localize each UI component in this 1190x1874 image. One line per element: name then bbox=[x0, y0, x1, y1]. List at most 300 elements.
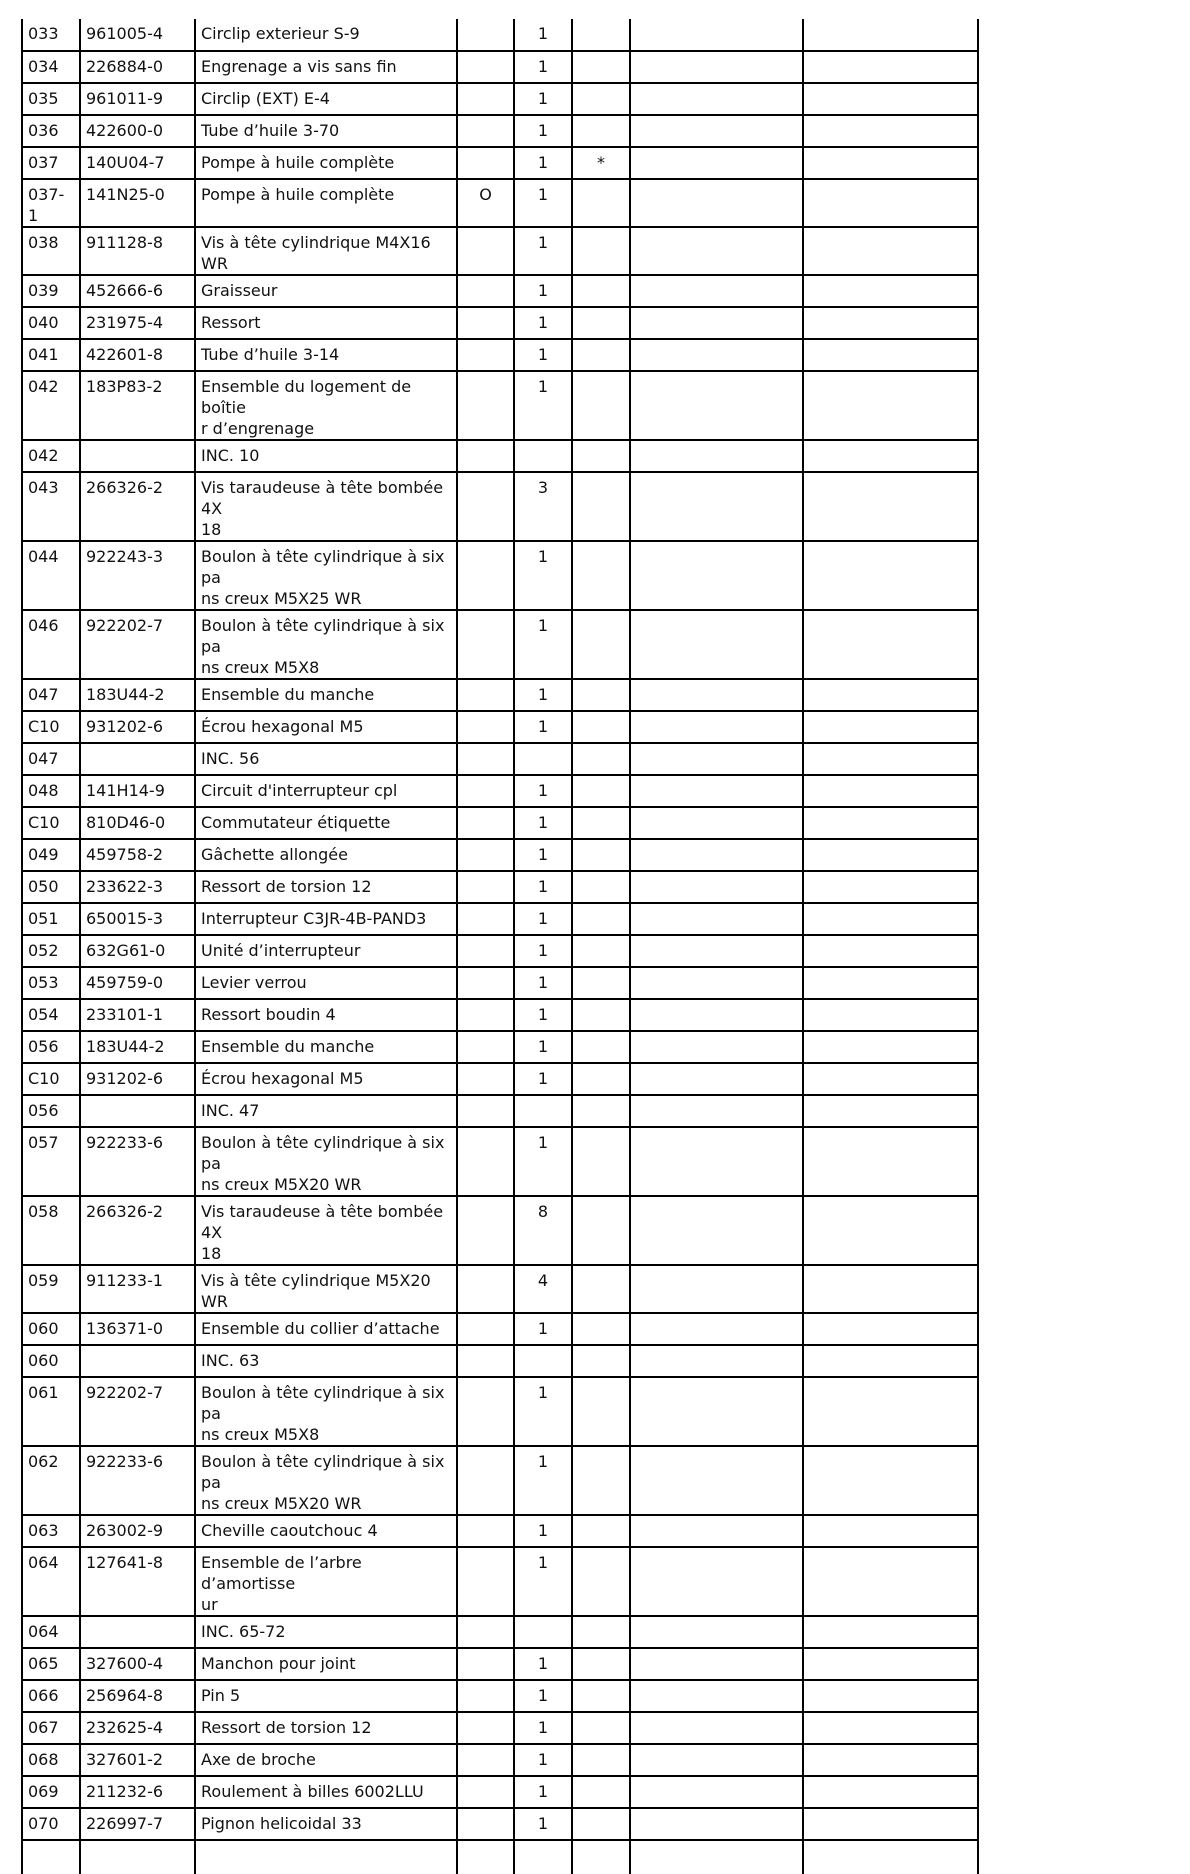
table-row bbox=[22, 307, 978, 339]
part-reference-text: 452666-6 bbox=[86, 281, 164, 300]
part-description-text: Ressort boudin 4 bbox=[201, 1005, 336, 1024]
part-reference-text: 183P83-2 bbox=[86, 377, 163, 396]
quantity-cell bbox=[514, 1095, 572, 1127]
blank-cell bbox=[630, 1840, 803, 1874]
blank-cell bbox=[803, 1712, 978, 1744]
blank-cell bbox=[803, 147, 978, 179]
part-description-text: Roulement à billes 6002LLU bbox=[201, 1782, 424, 1801]
quantity-text: 1 bbox=[537, 313, 549, 332]
item-number-cell bbox=[22, 1031, 80, 1063]
part-description-cell bbox=[195, 1265, 457, 1313]
empty-row bbox=[22, 1840, 978, 1874]
blank-cell bbox=[80, 1840, 195, 1874]
table-row bbox=[22, 935, 978, 967]
item-number-text: 041 bbox=[28, 345, 59, 364]
blank-cell bbox=[457, 1840, 514, 1874]
blank-cell bbox=[803, 339, 978, 371]
item-number-cell bbox=[22, 371, 80, 440]
part-description-text: Ressort de torsion 12 bbox=[201, 877, 372, 896]
quantity-text: 1 bbox=[537, 185, 549, 204]
part-description-text: Ensemble du collier d’attache bbox=[201, 1319, 440, 1338]
part-description-cell bbox=[195, 807, 457, 839]
quantity-cell bbox=[514, 1127, 572, 1196]
note-cell bbox=[572, 115, 630, 147]
quantity-text: 1 bbox=[537, 1814, 549, 1833]
mark-cell bbox=[457, 19, 514, 51]
quantity-cell bbox=[514, 1616, 572, 1648]
table-row bbox=[22, 1808, 978, 1840]
note-cell bbox=[572, 1265, 630, 1313]
note-cell bbox=[572, 1446, 630, 1515]
item-number-text: 039 bbox=[28, 281, 59, 300]
parts-list-sheet bbox=[21, 19, 977, 1833]
blank-cell bbox=[803, 999, 978, 1031]
blank-cell bbox=[630, 147, 803, 179]
part-reference-cell bbox=[80, 1547, 195, 1616]
mark-text: O bbox=[479, 185, 492, 204]
mark-cell bbox=[457, 115, 514, 147]
blank-cell bbox=[630, 610, 803, 679]
mark-cell bbox=[457, 903, 514, 935]
blank-cell bbox=[803, 1313, 978, 1345]
blank-cell bbox=[630, 1680, 803, 1712]
blank-cell bbox=[630, 275, 803, 307]
item-number-text: 036 bbox=[28, 121, 59, 140]
blank-cell bbox=[803, 1616, 978, 1648]
part-description-text: Graisseur bbox=[201, 281, 278, 300]
quantity-cell bbox=[514, 1680, 572, 1712]
quantity-cell bbox=[514, 1063, 572, 1095]
part-description-text: INC. 65-72 bbox=[201, 1622, 286, 1641]
part-description-cell bbox=[195, 775, 457, 807]
part-reference-cell bbox=[80, 472, 195, 541]
quantity-text: 1 bbox=[537, 1718, 549, 1737]
quantity-cell bbox=[514, 935, 572, 967]
table-row bbox=[22, 743, 978, 775]
note-cell bbox=[572, 1744, 630, 1776]
item-number-text: 035 bbox=[28, 89, 59, 108]
table-row bbox=[22, 83, 978, 115]
part-description-text: Gâchette allongée bbox=[201, 845, 348, 864]
quantity-cell bbox=[514, 1744, 572, 1776]
mark-cell bbox=[457, 1680, 514, 1712]
part-reference-text: 327601-2 bbox=[86, 1750, 164, 1769]
part-description-cell bbox=[195, 115, 457, 147]
mark-cell bbox=[457, 147, 514, 179]
blank-cell bbox=[630, 1345, 803, 1377]
table-row bbox=[22, 1345, 978, 1377]
blank-cell bbox=[803, 541, 978, 610]
part-reference-cell bbox=[80, 967, 195, 999]
quantity-cell bbox=[514, 1446, 572, 1515]
item-number-text: 049 bbox=[28, 845, 59, 864]
item-number-cell bbox=[22, 999, 80, 1031]
blank-cell bbox=[630, 807, 803, 839]
quantity-text: 1 bbox=[537, 377, 549, 396]
mark-cell bbox=[457, 275, 514, 307]
part-reference-cell bbox=[80, 903, 195, 935]
quantity-text: 1 bbox=[537, 24, 549, 43]
part-description-text: Circlip (EXT) E-4 bbox=[201, 89, 330, 108]
item-number-text: 059 bbox=[28, 1271, 59, 1290]
part-description-cell bbox=[195, 1515, 457, 1547]
note-cell bbox=[572, 999, 630, 1031]
item-number-text: 043 bbox=[28, 478, 59, 497]
mark-cell bbox=[457, 83, 514, 115]
item-number-text: 044 bbox=[28, 547, 59, 566]
blank-cell bbox=[630, 1031, 803, 1063]
part-reference-text: 183U44-2 bbox=[86, 685, 165, 704]
quantity-text: 1 bbox=[537, 717, 549, 736]
blank-cell bbox=[803, 227, 978, 275]
quantity-text: 1 bbox=[537, 121, 549, 140]
table-row bbox=[22, 903, 978, 935]
part-reference-cell bbox=[80, 440, 195, 472]
note-cell bbox=[572, 227, 630, 275]
part-description-cell bbox=[195, 1313, 457, 1345]
quantity-text: 1 bbox=[537, 685, 549, 704]
mark-cell bbox=[457, 1776, 514, 1808]
item-number-cell bbox=[22, 839, 80, 871]
part-description-cell bbox=[195, 1712, 457, 1744]
quantity-text: 1 bbox=[537, 1069, 549, 1088]
part-reference-cell bbox=[80, 371, 195, 440]
part-description-text: Vis taraudeuse à tête bombée 4X 18 bbox=[201, 478, 444, 539]
part-reference-text: 256964-8 bbox=[86, 1686, 164, 1705]
part-description-text: Manchon pour joint bbox=[201, 1654, 356, 1673]
blank-cell bbox=[630, 1616, 803, 1648]
blank-cell bbox=[630, 903, 803, 935]
quantity-text: 1 bbox=[537, 345, 549, 364]
part-reference-cell bbox=[80, 1616, 195, 1648]
quantity-cell bbox=[514, 1648, 572, 1680]
part-reference-cell bbox=[80, 1095, 195, 1127]
item-number-cell bbox=[22, 1680, 80, 1712]
note-cell bbox=[572, 1095, 630, 1127]
item-number-text: 068 bbox=[28, 1750, 59, 1769]
mark-cell bbox=[457, 1196, 514, 1265]
mark-cell bbox=[457, 807, 514, 839]
quantity-cell bbox=[514, 1377, 572, 1446]
quantity-text: 1 bbox=[537, 845, 549, 864]
part-reference-cell bbox=[80, 339, 195, 371]
blank-cell bbox=[803, 807, 978, 839]
blank-cell bbox=[630, 19, 803, 51]
part-reference-cell bbox=[80, 1744, 195, 1776]
blank-cell bbox=[803, 275, 978, 307]
item-number-text: 038 bbox=[28, 233, 59, 252]
part-reference-cell bbox=[80, 1515, 195, 1547]
note-cell bbox=[572, 1127, 630, 1196]
item-number-cell bbox=[22, 1095, 80, 1127]
table-row bbox=[22, 807, 978, 839]
part-description-text: Écrou hexagonal M5 bbox=[201, 1069, 364, 1088]
item-number-cell bbox=[22, 275, 80, 307]
part-description-text: Interrupteur C3JR-4B-PAND3 bbox=[201, 909, 427, 928]
table-row bbox=[22, 775, 978, 807]
item-number-text: 065 bbox=[28, 1654, 59, 1673]
quantity-text: 1 bbox=[537, 1037, 549, 1056]
blank-cell bbox=[803, 1840, 978, 1874]
item-number-cell bbox=[22, 610, 80, 679]
item-number-cell bbox=[22, 1345, 80, 1377]
item-number-text: 063 bbox=[28, 1521, 59, 1540]
note-cell bbox=[572, 1680, 630, 1712]
part-reference-cell bbox=[80, 541, 195, 610]
mark-cell bbox=[457, 1063, 514, 1095]
quantity-cell bbox=[514, 1345, 572, 1377]
part-reference-text: 931202-6 bbox=[86, 1069, 164, 1088]
note-cell bbox=[572, 839, 630, 871]
item-number-text: 056 bbox=[28, 1101, 59, 1120]
quantity-cell bbox=[514, 1547, 572, 1616]
mark-cell bbox=[457, 307, 514, 339]
item-number-text: 057 bbox=[28, 1133, 59, 1152]
part-description-cell bbox=[195, 610, 457, 679]
item-number-cell bbox=[22, 903, 80, 935]
note-cell bbox=[572, 472, 630, 541]
note-cell bbox=[572, 1547, 630, 1616]
part-description-cell bbox=[195, 743, 457, 775]
part-reference-cell bbox=[80, 1808, 195, 1840]
table-row bbox=[22, 967, 978, 999]
blank-cell bbox=[630, 51, 803, 83]
part-reference-text: 922243-3 bbox=[86, 547, 164, 566]
item-number-text: 042 bbox=[28, 377, 59, 396]
blank-cell bbox=[630, 999, 803, 1031]
note-cell bbox=[572, 51, 630, 83]
note-cell bbox=[572, 743, 630, 775]
blank-cell bbox=[630, 1446, 803, 1515]
item-number-cell bbox=[22, 807, 80, 839]
part-reference-text: 183U44-2 bbox=[86, 1037, 165, 1056]
item-number-text: 064 bbox=[28, 1553, 59, 1572]
quantity-cell bbox=[514, 472, 572, 541]
blank-cell bbox=[630, 541, 803, 610]
quantity-cell bbox=[514, 1196, 572, 1265]
part-reference-text: 422600-0 bbox=[86, 121, 164, 140]
blank-cell bbox=[803, 1127, 978, 1196]
part-description-text: Pompe à huile complète bbox=[201, 153, 395, 172]
table-row bbox=[22, 1031, 978, 1063]
part-reference-cell bbox=[80, 1680, 195, 1712]
part-reference-cell bbox=[80, 1265, 195, 1313]
parts-table bbox=[21, 19, 979, 1874]
mark-cell bbox=[457, 1031, 514, 1063]
table-row bbox=[22, 1265, 978, 1313]
part-description-text: Circlip exterieur S-9 bbox=[201, 24, 360, 43]
part-reference-cell bbox=[80, 1446, 195, 1515]
part-description-text: Pompe à huile complète bbox=[201, 185, 395, 204]
item-number-text: 037-1 bbox=[28, 185, 65, 225]
part-description-cell bbox=[195, 1095, 457, 1127]
mark-cell bbox=[457, 440, 514, 472]
quantity-text: 1 bbox=[537, 781, 549, 800]
item-number-cell bbox=[22, 1377, 80, 1446]
blank-cell bbox=[630, 743, 803, 775]
part-description-text: INC. 10 bbox=[201, 446, 260, 465]
item-number-cell bbox=[22, 1547, 80, 1616]
blank-cell bbox=[630, 1515, 803, 1547]
item-number-cell bbox=[22, 51, 80, 83]
quantity-cell bbox=[514, 871, 572, 903]
part-reference-text: 632G61-0 bbox=[86, 941, 166, 960]
part-reference-text: 263002-9 bbox=[86, 1521, 164, 1540]
note-cell bbox=[572, 1616, 630, 1648]
quantity-text: 1 bbox=[537, 973, 549, 992]
table-row bbox=[22, 1313, 978, 1345]
note-cell bbox=[572, 1776, 630, 1808]
part-description-cell bbox=[195, 1127, 457, 1196]
note-cell bbox=[572, 1712, 630, 1744]
blank-cell bbox=[803, 19, 978, 51]
quantity-text: 1 bbox=[537, 877, 549, 896]
table-row bbox=[22, 999, 978, 1031]
quantity-cell bbox=[514, 147, 572, 179]
quantity-cell bbox=[514, 115, 572, 147]
blank-cell bbox=[630, 1744, 803, 1776]
part-description-cell bbox=[195, 1776, 457, 1808]
part-reference-cell bbox=[80, 307, 195, 339]
part-description-text: Boulon à tête cylindrique à six pa ns creux M5X25 WR bbox=[201, 547, 445, 608]
blank-cell bbox=[630, 1313, 803, 1345]
quantity-text: 8 bbox=[537, 1202, 549, 1221]
item-number-cell bbox=[22, 1648, 80, 1680]
quantity-cell bbox=[514, 541, 572, 610]
part-description-text: Pin 5 bbox=[201, 1686, 241, 1705]
quantity-cell bbox=[514, 307, 572, 339]
part-description-cell bbox=[195, 935, 457, 967]
table-row bbox=[22, 1712, 978, 1744]
blank-cell bbox=[803, 472, 978, 541]
part-reference-cell bbox=[80, 83, 195, 115]
part-reference-text: 141N25-0 bbox=[86, 185, 165, 204]
quantity-text: 1 bbox=[537, 547, 549, 566]
part-description-cell bbox=[195, 51, 457, 83]
mark-cell bbox=[457, 839, 514, 871]
mark-cell bbox=[457, 775, 514, 807]
part-reference-cell bbox=[80, 147, 195, 179]
mark-cell bbox=[457, 339, 514, 371]
table-row bbox=[22, 19, 978, 51]
item-number-text: 067 bbox=[28, 1718, 59, 1737]
item-number-cell bbox=[22, 1744, 80, 1776]
part-reference-cell bbox=[80, 1313, 195, 1345]
note-cell bbox=[572, 371, 630, 440]
table-row bbox=[22, 1515, 978, 1547]
part-reference-text: 650015-3 bbox=[86, 909, 164, 928]
blank-cell bbox=[630, 1265, 803, 1313]
quantity-cell bbox=[514, 1031, 572, 1063]
quantity-cell bbox=[514, 775, 572, 807]
table-row bbox=[22, 179, 978, 227]
table-row bbox=[22, 871, 978, 903]
note-cell bbox=[572, 1345, 630, 1377]
blank-cell bbox=[630, 711, 803, 743]
mark-cell bbox=[457, 711, 514, 743]
item-number-text: 066 bbox=[28, 1686, 59, 1705]
part-description-text: Axe de broche bbox=[201, 1750, 316, 1769]
part-reference-cell bbox=[80, 51, 195, 83]
quantity-cell bbox=[514, 967, 572, 999]
table-row bbox=[22, 679, 978, 711]
quantity-text: 1 bbox=[537, 1521, 549, 1540]
part-reference-cell bbox=[80, 711, 195, 743]
item-number-cell bbox=[22, 1515, 80, 1547]
mark-cell bbox=[457, 179, 514, 227]
quantity-text: 1 bbox=[537, 281, 549, 300]
blank-cell bbox=[630, 1377, 803, 1446]
note-cell bbox=[572, 1648, 630, 1680]
mark-cell bbox=[457, 935, 514, 967]
blank-cell bbox=[803, 51, 978, 83]
table-row bbox=[22, 1377, 978, 1446]
note-cell bbox=[572, 1377, 630, 1446]
quantity-text: 1 bbox=[537, 89, 549, 108]
item-number-cell bbox=[22, 935, 80, 967]
blank-cell bbox=[803, 775, 978, 807]
table-row bbox=[22, 1616, 978, 1648]
table-row bbox=[22, 339, 978, 371]
item-number-text: 053 bbox=[28, 973, 59, 992]
part-reference-cell bbox=[80, 1196, 195, 1265]
part-description-cell bbox=[195, 1744, 457, 1776]
part-description-cell bbox=[195, 147, 457, 179]
note-cell bbox=[572, 1031, 630, 1063]
item-number-cell bbox=[22, 227, 80, 275]
part-description-text: Ressort de torsion 12 bbox=[201, 1718, 372, 1737]
blank-cell bbox=[572, 1840, 630, 1874]
blank-cell bbox=[630, 1063, 803, 1095]
part-description-text: Ensemble du manche bbox=[201, 1037, 375, 1056]
part-description-text: Tube d’huile 3-14 bbox=[201, 345, 340, 364]
note-cell bbox=[572, 147, 630, 179]
part-reference-text: 931202-6 bbox=[86, 717, 164, 736]
item-number-cell bbox=[22, 179, 80, 227]
blank-cell bbox=[803, 1063, 978, 1095]
blank-cell bbox=[514, 1840, 572, 1874]
part-description-cell bbox=[195, 711, 457, 743]
item-number-text: 056 bbox=[28, 1037, 59, 1056]
part-description-text: Engrenage a vis sans fin bbox=[201, 57, 397, 76]
table-row bbox=[22, 541, 978, 610]
quantity-text: 1 bbox=[537, 616, 549, 635]
part-description-text: Ensemble de l’arbre d’amortisse ur bbox=[201, 1553, 362, 1614]
note-cell bbox=[572, 440, 630, 472]
part-description-cell bbox=[195, 541, 457, 610]
blank-cell bbox=[195, 1840, 457, 1874]
item-number-cell bbox=[22, 339, 80, 371]
part-reference-text: 922233-6 bbox=[86, 1133, 164, 1152]
note-cell bbox=[572, 83, 630, 115]
note-cell bbox=[572, 711, 630, 743]
part-reference-text: 422601-8 bbox=[86, 345, 164, 364]
item-number-text: 060 bbox=[28, 1319, 59, 1338]
part-reference-text: 136371-0 bbox=[86, 1319, 164, 1338]
blank-cell bbox=[630, 1776, 803, 1808]
part-reference-cell bbox=[80, 775, 195, 807]
part-description-text: INC. 47 bbox=[201, 1101, 260, 1120]
part-reference-text: 810D46-0 bbox=[86, 813, 166, 832]
item-number-cell bbox=[22, 541, 80, 610]
part-reference-text: 459758-2 bbox=[86, 845, 164, 864]
item-number-text: 034 bbox=[28, 57, 59, 76]
quantity-cell bbox=[514, 1515, 572, 1547]
blank-cell bbox=[803, 440, 978, 472]
quantity-text: 1 bbox=[537, 1383, 549, 1402]
part-reference-cell bbox=[80, 999, 195, 1031]
quantity-cell bbox=[514, 679, 572, 711]
